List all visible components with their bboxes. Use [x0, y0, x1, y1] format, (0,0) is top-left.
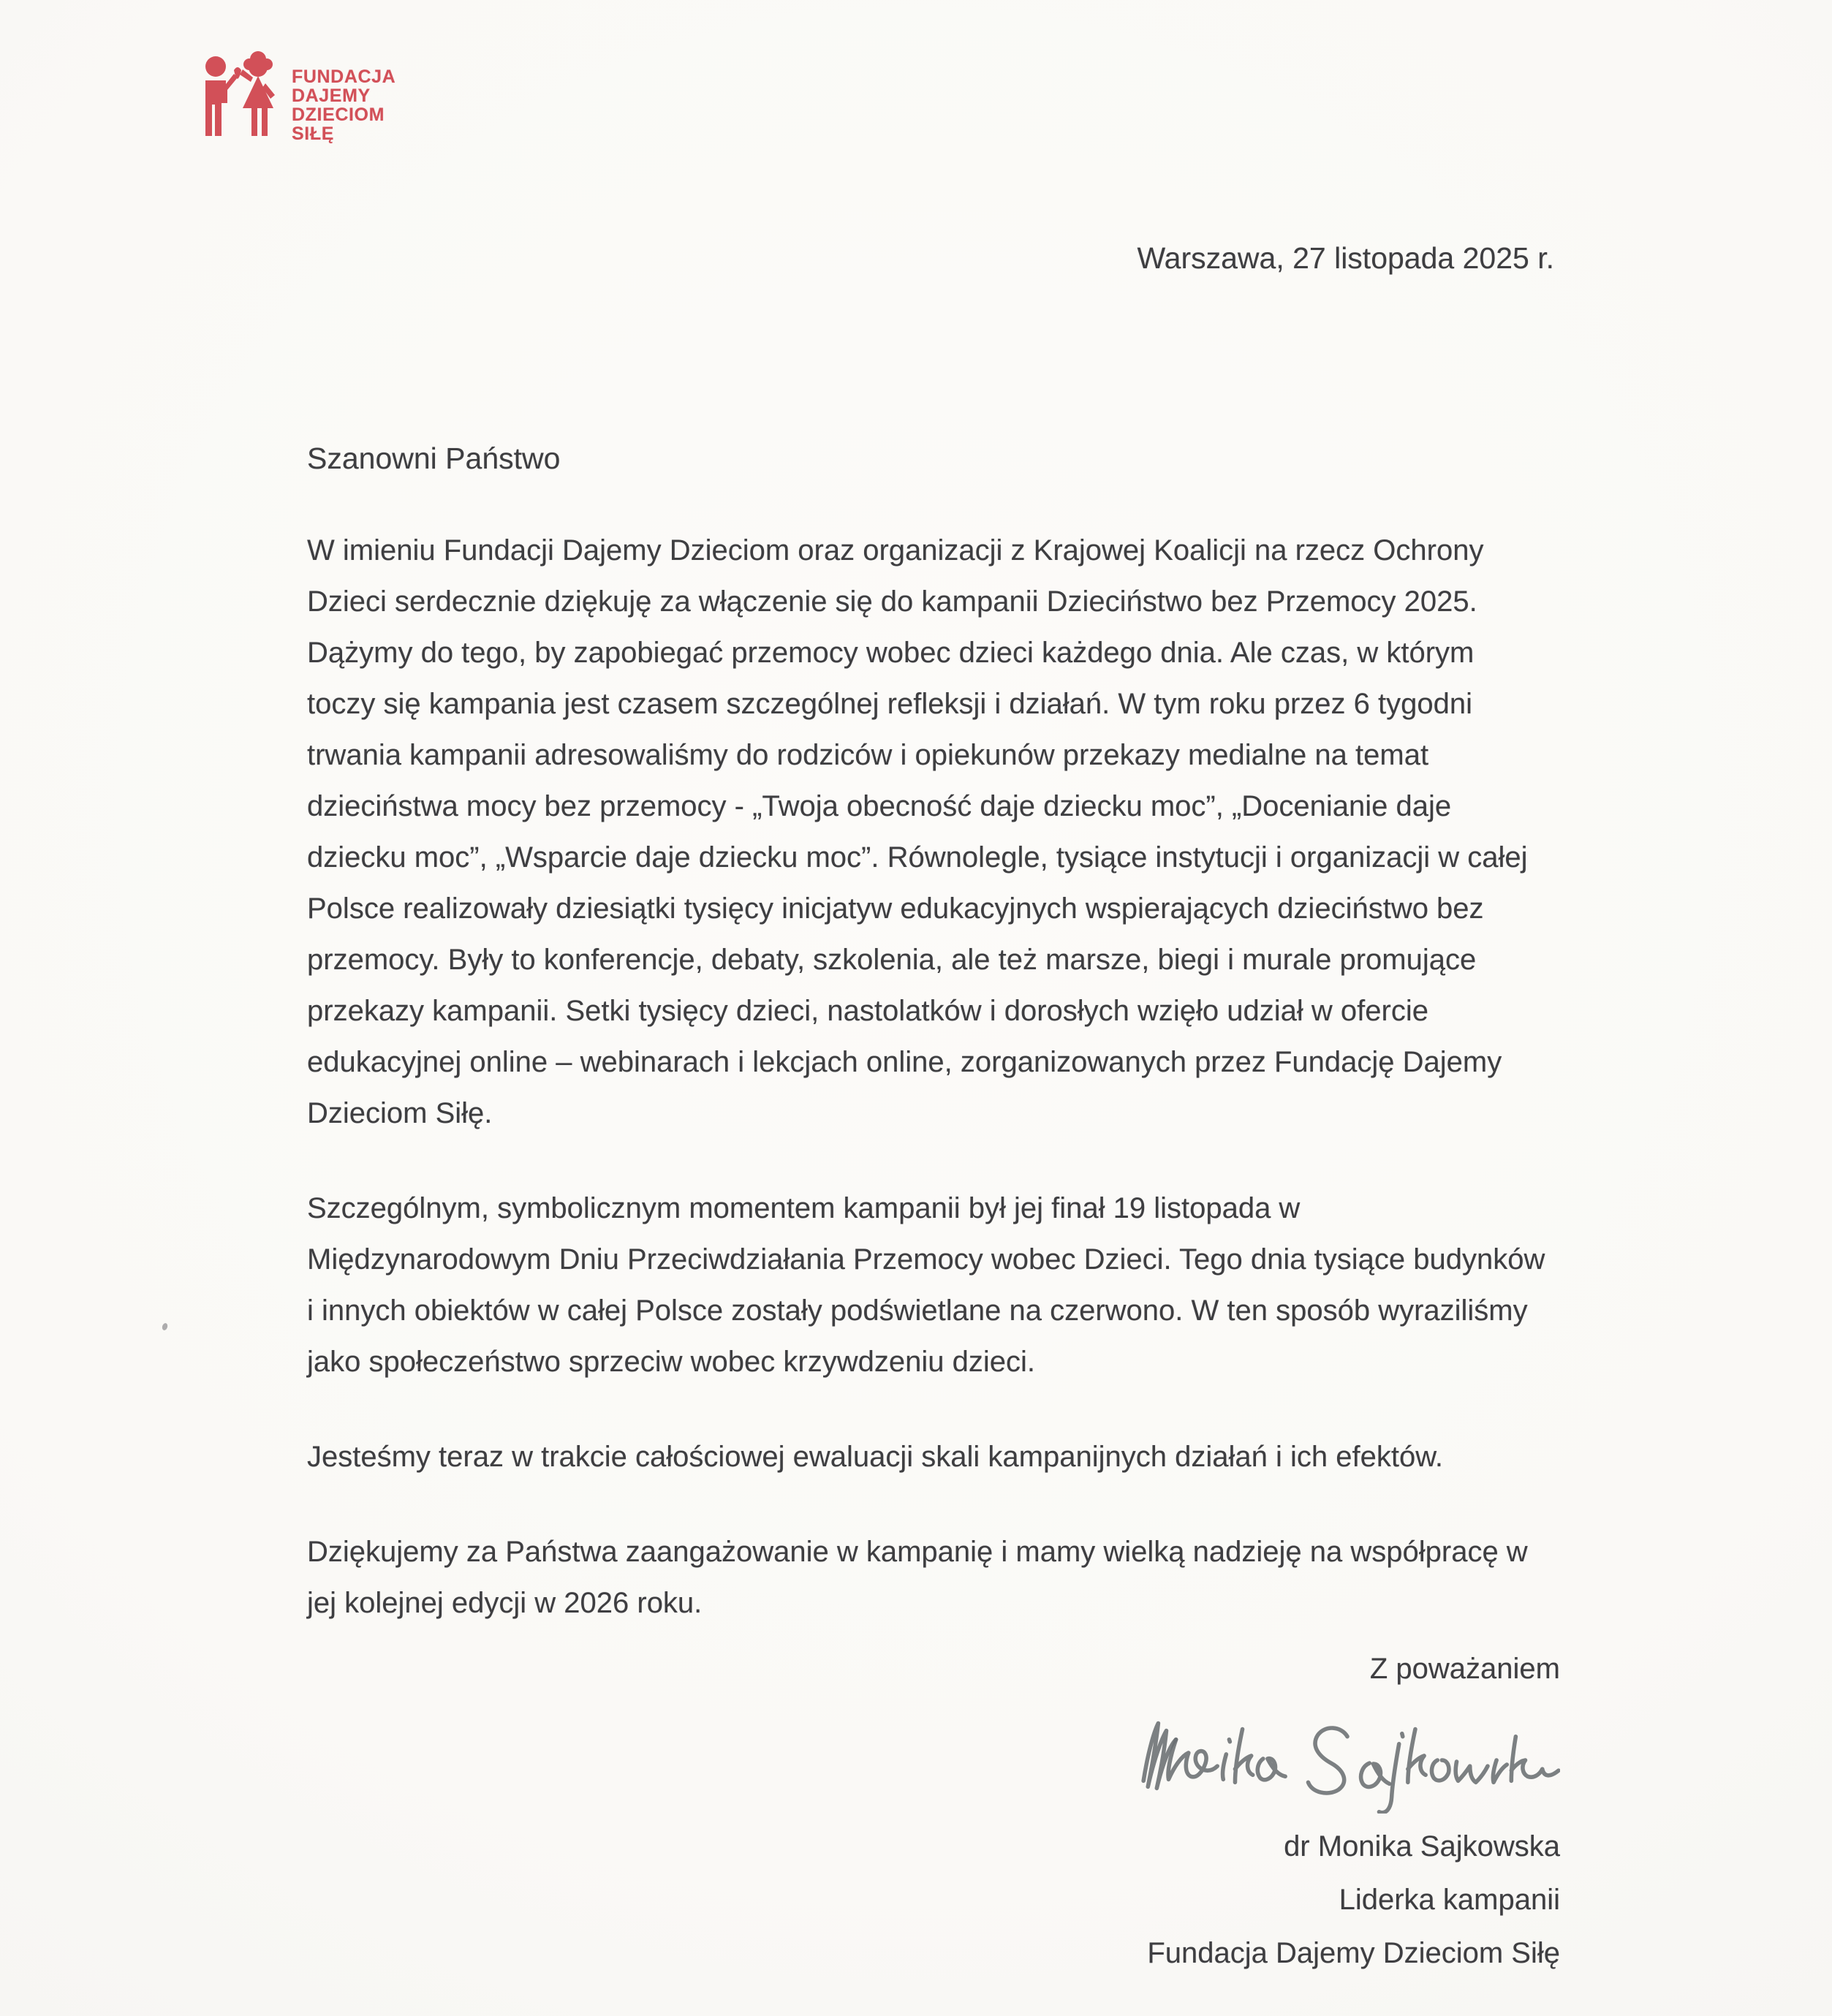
paragraph-2: Szczególnym, symbolicznym momentem kampanii był jej finał 19 listopada w Międzynarodowym Dniu Przeciwdziałania Przemocy wobec Dzieci. Tego dnia tysiące budynków i innych obiektów w całej Polsce zostały podświetlane na czerwono. W ten sposób wyraziliśmy jako społeczeństwo sprzeciw wobec krzywdzeniu dzieci.	[307, 1192, 1545, 1378]
valediction: Z poważaniem	[1369, 1653, 1560, 1685]
signature-ink-icon	[1132, 1704, 1560, 1814]
org-logo-text	[292, 48, 395, 143]
org-logo	[196, 48, 395, 143]
salutation: Szanowni Państwo	[307, 442, 561, 475]
org-logo-line: DZIECIOM	[292, 105, 385, 125]
signature-name: dr Monika Sajkowska	[1284, 1830, 1560, 1862]
handwritten-signature	[902, 1700, 1560, 1817]
closing-block	[902, 1643, 1560, 1980]
scan-artifact-dot	[161, 1322, 168, 1331]
org-logo-line: DAJEMY	[292, 86, 371, 106]
children-holding-hands-icon	[196, 48, 282, 143]
signature-org: Fundacja Dajemy Dzieciom Siłę	[1147, 1937, 1560, 1969]
paragraph-3: Jesteśmy teraz w trakcie całościowej ewaluacji skali kampanijnych działań i ich efektów.	[307, 1441, 1443, 1473]
signature-role: Liderka kampanii	[1339, 1884, 1560, 1916]
org-logo-line: FUNDACJA	[292, 67, 396, 87]
org-logo-line: SIŁĘ	[292, 124, 334, 144]
paragraph-1: W imieniu Fundacji Dajemy Dzieciom oraz organizacji z Krajowej Koalicji na rzecz Ochrony Dzieci serdecznie dziękuję za włączenie się do kampanii Dzieciństwo bez Przemocy 2025. Dążymy do tego, by zapobiegać przemocy wobec dzieci każdego dnia. Ale czas, w którym toczy się kampania jest czasem szczególnej refleksji i działań. W tym roku przez 6 tygodni trwania kampanii adresowaliśmy do rodziców i opiekunów przekazy medialne na temat dzieciństwa mocy bez przemocy - „Twoja obecność daje dziecku moc”, „Docenianie daje dziecku moc”, „Wsparcie daje dziecku moc”. Równolegle, tysiące instytucji i organizacji w całej Polsce realizowały dziesiątki tysięcy inicjatyw edukacyjnych wspierających dzieciństwo bez przemocy. Były to konferencje, debaty, szkolenia, ale też marsze, biegi i murale promujące przekazy kampanii. Setki tysięcy dzieci, nastolatków i dorosłych wzięło udział w ofercie edukacyjnej online – webinarach i lekcjach online, zorganizowanych przez Fundację Dajemy Dzieciom Siłę.	[307, 534, 1528, 1129]
letter-body	[307, 525, 1550, 1629]
dateline: Warszawa, 27 listopada 2025 r.	[1137, 241, 1554, 275]
paragraph-4: Dziękujemy za Państwa zaangażowanie w kampanię i mamy wielką nadzieję na współpracę w jej kolejnej edycji w 2026 roku.	[307, 1536, 1528, 1619]
